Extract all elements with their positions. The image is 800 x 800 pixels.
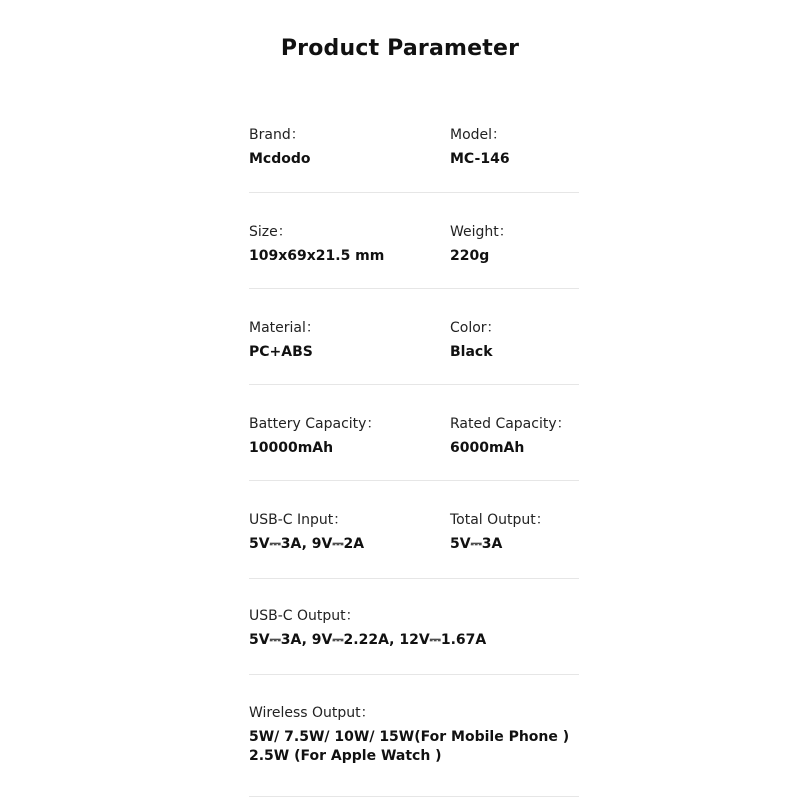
spec-label: Total Output： bbox=[450, 512, 550, 528]
spec-usbc-input bbox=[249, 511, 364, 554]
spec-material bbox=[249, 319, 320, 362]
spec-value: 6000mAh bbox=[450, 440, 525, 456]
spec-value: 5V⎓3A, 9V⎓2A bbox=[249, 536, 365, 552]
spec-value: 220g bbox=[450, 248, 490, 264]
spec-label: USB-C Output： bbox=[249, 608, 360, 624]
spec-label: Color： bbox=[450, 320, 501, 336]
spec-color bbox=[450, 319, 501, 362]
spec-row-usbc-output bbox=[249, 579, 579, 675]
spec-label: Material： bbox=[249, 320, 320, 336]
spec-value: 5V⎓3A bbox=[450, 536, 503, 552]
spec-label: USB-C Input： bbox=[249, 512, 348, 528]
spec-value: PC+ABS bbox=[249, 344, 313, 360]
spec-size bbox=[249, 223, 384, 266]
spec-value: Mcdodo bbox=[249, 151, 311, 167]
spec-row-material-color bbox=[249, 289, 579, 385]
spec-value: 5V⎓3A, 9V⎓2.22A, 12V⎓1.67A bbox=[249, 632, 487, 648]
spec-weight bbox=[450, 223, 513, 266]
spec-label: Rated Capacity： bbox=[450, 416, 571, 432]
spec-row-wireless-output bbox=[249, 675, 579, 797]
spec-value: 5W/ 7.5W/ 10W/ 15W(For Mobile Phone ) bbox=[249, 729, 570, 745]
spec-battery-capacity bbox=[249, 415, 380, 458]
spec-value: 109x69x21.5 mm bbox=[249, 248, 385, 264]
spec-brand bbox=[249, 126, 311, 169]
spec-value: 2.5W (For Apple Watch ) bbox=[249, 748, 442, 764]
spec-value: 10000mAh bbox=[249, 440, 334, 456]
spec-label: Brand： bbox=[249, 127, 305, 143]
spec-label: Size： bbox=[249, 224, 292, 240]
spec-label: Wireless Output： bbox=[249, 705, 375, 721]
page-title: Product Parameter bbox=[280, 36, 520, 61]
spec-row-capacity bbox=[249, 385, 579, 481]
spec-table bbox=[249, 126, 579, 797]
spec-label: Weight： bbox=[450, 224, 513, 240]
spec-usbc-output bbox=[249, 607, 486, 650]
spec-wireless-output bbox=[249, 704, 569, 766]
spec-model bbox=[450, 126, 510, 169]
spec-row-brand-model bbox=[249, 126, 579, 193]
spec-value: MC-146 bbox=[450, 151, 510, 167]
spec-rated-capacity bbox=[450, 415, 571, 458]
spec-label: Model： bbox=[450, 127, 507, 143]
spec-total-output bbox=[450, 511, 550, 554]
spec-row-size-weight bbox=[249, 193, 579, 289]
spec-value: Black bbox=[450, 344, 493, 360]
spec-label: Battery Capacity： bbox=[249, 416, 381, 432]
spec-row-input-output bbox=[249, 481, 579, 579]
